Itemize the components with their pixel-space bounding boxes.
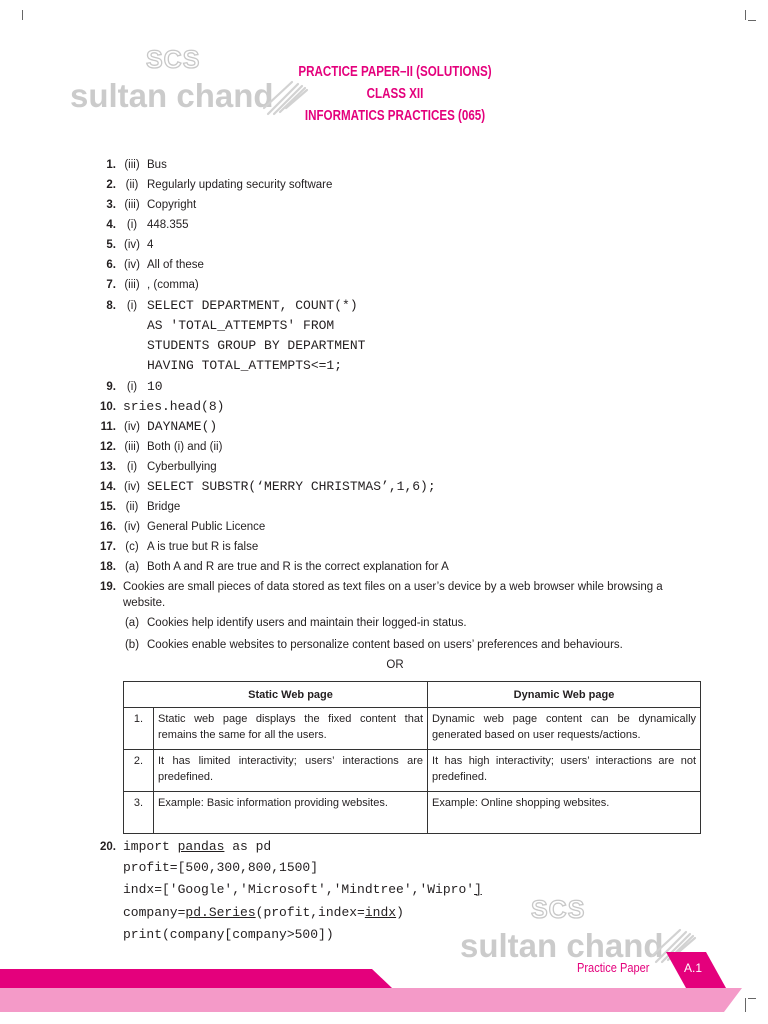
code-segment: as pd bbox=[224, 839, 272, 854]
answer-row bbox=[0, 499, 760, 515]
question-number: 19. bbox=[100, 581, 116, 593]
sub-point-row bbox=[0, 637, 760, 653]
answer-row bbox=[0, 559, 760, 575]
answer-row bbox=[0, 419, 760, 435]
question-number: 8. bbox=[106, 300, 116, 312]
question-number: 3. bbox=[106, 199, 116, 211]
answer-row bbox=[0, 439, 760, 455]
crop-mark-top-right-tick bbox=[748, 20, 756, 21]
code-segment: (profit,index= bbox=[255, 905, 365, 920]
code-segment-underlined: pandas bbox=[177, 839, 225, 854]
answer-code: 10 bbox=[147, 379, 163, 394]
answer-continuation-row bbox=[0, 318, 760, 334]
answer-code: DAYNAME() bbox=[147, 419, 218, 434]
footer-label: Practice Paper bbox=[577, 960, 650, 975]
footer-light-band bbox=[0, 988, 742, 1012]
page-number: A.1 bbox=[683, 961, 702, 975]
answer-text: Cyberbullying bbox=[147, 461, 217, 473]
answer-continuation-row bbox=[0, 358, 760, 374]
answer-option: (iv) bbox=[124, 259, 140, 271]
question-number: 6. bbox=[106, 259, 116, 271]
answer-row bbox=[0, 277, 760, 293]
answer-text: Regularly updating security software bbox=[147, 179, 333, 191]
class-heading: CLASS XII bbox=[366, 86, 424, 102]
watermark-emblem: SCS bbox=[146, 46, 201, 74]
answer-option: (iii) bbox=[124, 199, 140, 211]
question-number: 7. bbox=[106, 279, 116, 291]
answer-text: A is true but R is false bbox=[147, 541, 259, 553]
answer-option: (i) bbox=[126, 300, 138, 312]
answer-text: All of these bbox=[147, 259, 204, 271]
answer-row bbox=[0, 379, 760, 395]
footer-band bbox=[0, 940, 768, 1024]
sub-point-label: (a) bbox=[124, 617, 140, 629]
code-segment: profit=[500,300,800,1500] bbox=[123, 860, 319, 875]
question-number: 15. bbox=[100, 501, 116, 513]
code-segment: indx=['Google','Microsoft','Mindtree','Wipro' bbox=[123, 882, 475, 897]
question-number: 5. bbox=[106, 239, 116, 251]
question-number: 17. bbox=[100, 541, 116, 553]
question-number: 10. bbox=[100, 401, 116, 413]
answer-option: (i) bbox=[126, 219, 138, 231]
answer-option: (i) bbox=[126, 461, 138, 473]
crop-mark-top-left bbox=[22, 10, 23, 20]
sub-point-row bbox=[0, 615, 760, 631]
answer-option: (a) bbox=[124, 561, 140, 573]
code-segment: import bbox=[123, 839, 178, 854]
table-row bbox=[124, 750, 701, 792]
answer-text: Copyright bbox=[147, 199, 197, 211]
answer-option: (ii) bbox=[125, 179, 139, 191]
or-separator: OR bbox=[386, 659, 404, 671]
answer-option: (iii) bbox=[124, 441, 140, 453]
answer-row bbox=[0, 459, 760, 475]
python-code-line bbox=[123, 839, 271, 855]
answer-row bbox=[0, 237, 760, 253]
answer-text: 4 bbox=[147, 239, 154, 251]
answer-row bbox=[0, 399, 760, 415]
watermark-emblem: SCS bbox=[531, 896, 586, 924]
crop-mark-top-right bbox=[745, 10, 746, 20]
table-cell-static: It has limited interactivity; users’ interactions are predefined. bbox=[154, 750, 428, 792]
question-number: 13. bbox=[100, 461, 116, 473]
answer-row bbox=[0, 157, 760, 173]
question-number: 1. bbox=[106, 159, 116, 171]
sql-code-line: SELECT DEPARTMENT, COUNT(*) bbox=[147, 298, 358, 313]
question-number: 16. bbox=[100, 521, 116, 533]
answer-row bbox=[0, 539, 760, 555]
sql-code-line: HAVING TOTAL_ATTEMPTS<=1; bbox=[147, 358, 343, 373]
answer-row bbox=[0, 839, 760, 855]
answer-continuation-row bbox=[0, 860, 760, 876]
question-number: 2. bbox=[106, 179, 116, 191]
question-number: 18. bbox=[100, 561, 116, 573]
python-code-line bbox=[123, 860, 318, 876]
answer-code: SELECT SUBSTR(‘MERRY CHRISTMAS’,1,6); bbox=[147, 479, 436, 494]
watermark-brand: sultan chand bbox=[460, 927, 664, 964]
answer-row bbox=[0, 298, 760, 314]
answer-continuation-row bbox=[0, 338, 760, 354]
answer-option: (iv) bbox=[124, 421, 140, 433]
answer-text: Both (i) and (ii) bbox=[147, 441, 223, 453]
sub-point-label: (b) bbox=[124, 639, 140, 651]
subject-heading: INFORMATICS PRACTICES (065) bbox=[304, 108, 486, 124]
answer-text: 448.355 bbox=[147, 219, 189, 231]
question-number: 20. bbox=[100, 841, 116, 853]
table-cell-dynamic: Dynamic web page content can be dynamically generated based on user requests/actions. bbox=[428, 708, 701, 750]
answer-text: General Public Licence bbox=[147, 521, 266, 533]
question-number: 12. bbox=[100, 441, 116, 453]
answer-row bbox=[0, 217, 760, 233]
answer-text: Bus bbox=[147, 159, 167, 171]
answer-option: (iv) bbox=[124, 239, 140, 251]
question-number: 4. bbox=[106, 219, 116, 231]
table-cell-dynamic: Example: Online shopping websites. bbox=[428, 792, 701, 834]
answer-paragraph: Cookies are small pieces of data stored as text files on a user’s device by a web browser while browsing a website. bbox=[123, 581, 663, 609]
question-number: 9. bbox=[106, 381, 116, 393]
table-cell-static: Static web page displays the fixed content that remains the same for all the users. bbox=[154, 708, 428, 750]
answer-row bbox=[0, 197, 760, 213]
answer-option: (i) bbox=[126, 381, 138, 393]
table-serial: 2. bbox=[124, 750, 154, 792]
answer-row bbox=[0, 519, 760, 535]
table-row bbox=[124, 792, 701, 834]
sql-code-line: STUDENTS GROUP BY DEPARTMENT bbox=[147, 338, 366, 353]
table-header-static: Static Web page bbox=[124, 682, 428, 708]
table-serial: 3. bbox=[124, 792, 154, 834]
python-code-line bbox=[123, 882, 482, 898]
watermark-brand: sultan chand bbox=[70, 77, 274, 114]
answer-continuation-row bbox=[0, 882, 760, 898]
question-number: 14. bbox=[100, 481, 116, 493]
table-cell-static: Example: Basic information providing websites. bbox=[154, 792, 428, 834]
answer-text: , (comma) bbox=[147, 279, 199, 291]
question-number: 11. bbox=[100, 421, 116, 433]
sub-point-text: Cookies help identify users and maintain their logged-in status. bbox=[147, 617, 467, 629]
table-serial: 1. bbox=[124, 708, 154, 750]
comparison-table bbox=[123, 681, 701, 834]
code-segment-underlined: indx bbox=[364, 905, 397, 920]
answer-row bbox=[0, 257, 760, 273]
table-header-row bbox=[124, 682, 701, 708]
answer-row bbox=[0, 177, 760, 193]
code-segment: ) bbox=[396, 905, 404, 920]
code-segment-underlined: ] bbox=[474, 882, 482, 897]
answer-text: Bridge bbox=[147, 501, 181, 513]
sub-point-text: Cookies enable websites to personalize content based on users’ preferences and behaviours. bbox=[147, 639, 623, 651]
answer-row bbox=[0, 479, 760, 495]
sql-code-line: AS 'TOTAL_ATTEMPTS' FROM bbox=[147, 318, 335, 333]
code-segment: company= bbox=[123, 905, 186, 920]
code-segment-underlined: pd.Series bbox=[185, 905, 256, 920]
table-header-dynamic: Dynamic Web page bbox=[428, 682, 701, 708]
answer-option: (iv) bbox=[124, 521, 140, 533]
answer-option: (iii) bbox=[124, 159, 140, 171]
python-code-line bbox=[123, 905, 404, 921]
table-row bbox=[124, 708, 701, 750]
footer-dark-band bbox=[0, 969, 392, 988]
table-cell-dynamic: It has high interactivity; users’ interactions are not predefined. bbox=[428, 750, 701, 792]
answer-code: sries.head(8) bbox=[123, 399, 225, 414]
page-title: PRACTICE PAPER–II (SOLUTIONS) bbox=[298, 64, 492, 80]
answer-option: (c) bbox=[125, 541, 139, 553]
answer-text: Both A and R are true and R is the correct explanation for A bbox=[147, 561, 449, 573]
answer-option: (iv) bbox=[124, 481, 140, 493]
answer-option: (ii) bbox=[125, 501, 139, 513]
answer-continuation-row bbox=[0, 905, 760, 921]
code-segment: print(company[company>500]) bbox=[123, 927, 334, 942]
answer-option: (iii) bbox=[124, 279, 140, 291]
